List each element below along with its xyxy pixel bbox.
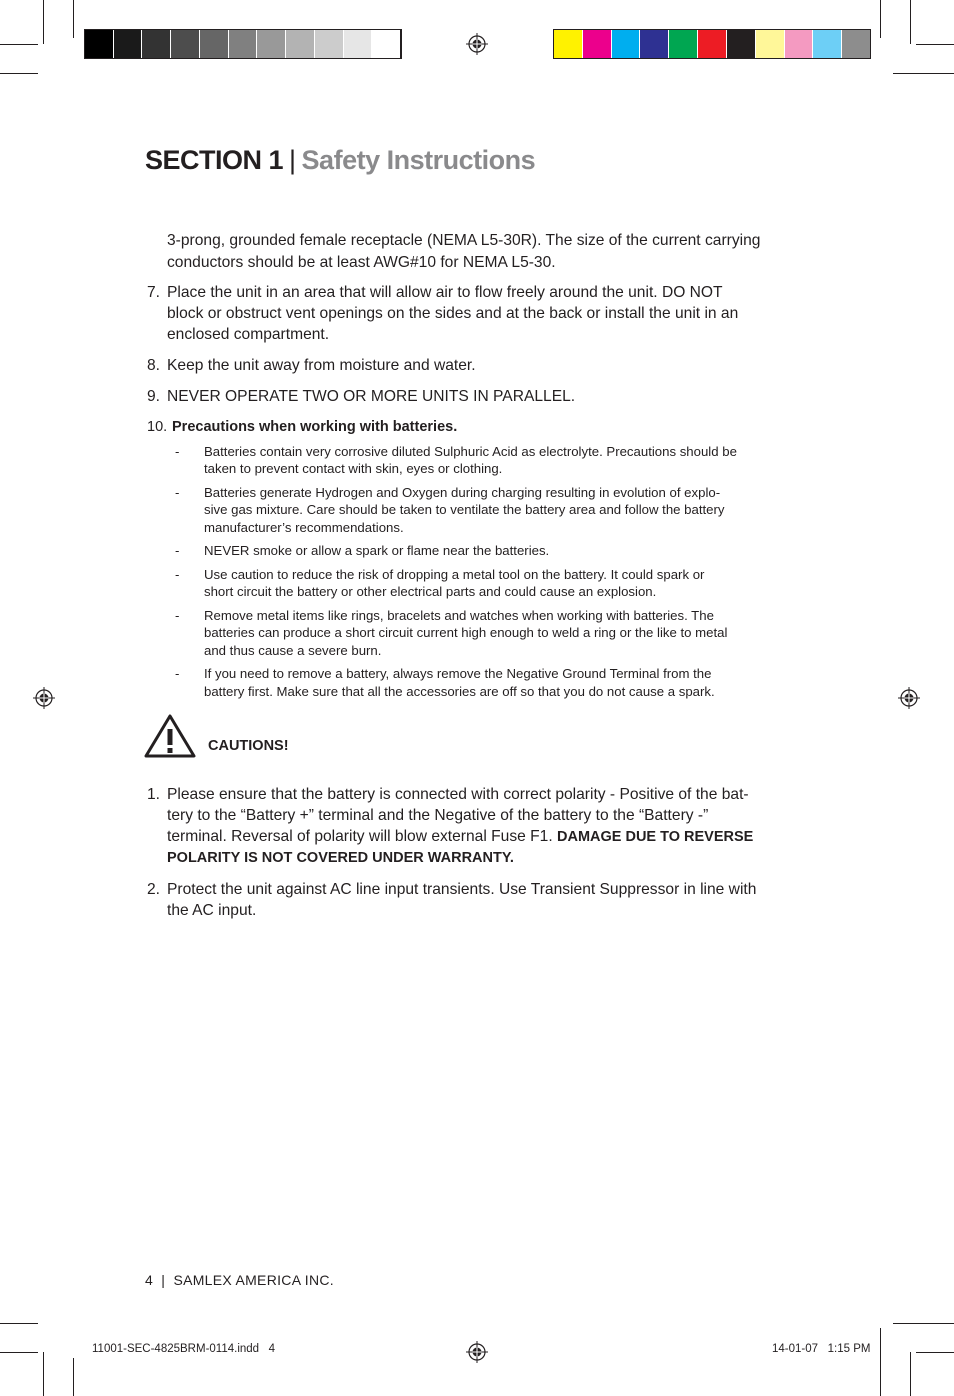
color-swatch (229, 30, 258, 58)
warning-triangle-icon (144, 713, 196, 759)
item-9-line: NEVER OPERATE TWO OR MORE UNITS IN PARALLEL. (167, 388, 576, 405)
bullet-line: Batteries generate Hydrogen and Oxygen during charging resulting in evolution of explo- (204, 485, 721, 500)
color-swatch (583, 30, 612, 58)
bullet-line: Remove metal items like rings, bracelets and watches when working with batteries. The (204, 608, 714, 623)
color-swatch (612, 30, 641, 58)
bullet-line: sive gas mixture. Care should be taken to ventilate the battery area and follow the battery (204, 502, 725, 517)
cautions-label: CAUTIONS! (208, 738, 289, 754)
color-swatch (842, 30, 870, 58)
color-swatch (142, 30, 171, 58)
color-swatch (286, 30, 315, 58)
item-number: 7. (147, 284, 161, 301)
item-number: 9. (147, 388, 161, 405)
color-swatch (727, 30, 756, 58)
bullet-line: and thus cause a severe burn. (204, 643, 382, 658)
color-swatch (171, 30, 200, 58)
caution-1-line: tery to the “Battery +” terminal and the Negative of the battery to the “Battery -” (167, 807, 709, 824)
color-swatch (554, 30, 583, 58)
footer-separator: | (161, 1272, 166, 1288)
page-number: 4 (145, 1272, 154, 1288)
crop-mark (893, 73, 954, 74)
registration-mark-icon (33, 687, 55, 709)
bullet-line: NEVER smoke or allow a spark or flame near the batteries. (204, 543, 550, 558)
caution-1-line (167, 826, 753, 849)
bullet-line: short circuit the battery or other electrical parts and could cause an explosion. (204, 584, 657, 599)
slug-timestamp: 14-01-07 1:15 PM (772, 1343, 871, 1355)
grayscale-color-bar (84, 29, 402, 59)
caution-number: 2. (147, 881, 161, 898)
crop-mark (0, 44, 38, 45)
section-number: SECTION 1 (145, 145, 284, 175)
item-7-line: Place the unit in an area that will allow air to flow freely around the unit. DO NOT (167, 284, 723, 301)
heading-separator: | (289, 145, 296, 175)
crop-mark (43, 1352, 44, 1396)
bullet-line: battery first. Make sure that all the accessories are off so that you do not cause a spark. (204, 684, 715, 699)
caution-1-bold-line: POLARITY IS NOT COVERED UNDER WARRANTY. (167, 850, 514, 866)
registration-mark-icon (898, 687, 920, 709)
bullet-line: manufacturer’s recommendations. (204, 520, 404, 535)
registration-mark-icon (466, 1341, 488, 1363)
caution-1-line: Please ensure that the battery is connected with correct polarity - Positive of the bat- (167, 786, 749, 803)
bullet-dash: - (175, 543, 180, 558)
color-swatch (114, 30, 143, 58)
color-swatch (698, 30, 727, 58)
section-heading (145, 145, 535, 176)
caution-2-line: Protect the unit against AC line input transients. Use Transient Suppressor in line with (167, 881, 757, 898)
process-color-bar (553, 29, 871, 59)
color-swatch (257, 30, 286, 58)
item-8-line: Keep the unit away from moisture and water. (167, 357, 476, 374)
crop-mark (73, 1358, 74, 1396)
crop-mark (0, 73, 38, 74)
caution-1-bold: DAMAGE DUE TO REVERSE (557, 829, 754, 845)
color-swatch (200, 30, 229, 58)
crop-mark (910, 1352, 911, 1396)
caution-2-line: the AC input. (167, 902, 257, 919)
color-swatch (640, 30, 669, 58)
crop-mark (0, 1352, 38, 1353)
crop-mark (916, 44, 954, 45)
bullet-line: Batteries contain very corrosive diluted Sulphuric Acid as electrolyte. Precautions should be (204, 444, 737, 459)
bullet-dash: - (175, 666, 180, 681)
bullet-dash: - (175, 567, 180, 582)
item-10-heading: Precautions when working with batteries. (172, 419, 458, 435)
crop-mark (880, 1328, 881, 1396)
color-swatch (669, 30, 698, 58)
color-swatch (344, 30, 373, 58)
company-name: SAMLEX AMERICA INC. (173, 1272, 334, 1288)
page-footer (145, 1272, 334, 1288)
item-7-line: block or obstruct vent openings on the sides and at the back or install the unit in an (167, 305, 739, 322)
registration-mark-icon (466, 33, 488, 55)
caution-1-text: terminal. Reversal of polarity will blow external Fuse F1. (167, 828, 557, 845)
caution-number: 1. (147, 786, 161, 803)
section-title: Safety Instructions (301, 145, 536, 175)
crop-mark (43, 0, 44, 44)
crop-mark (916, 1352, 954, 1353)
bullet-dash: - (175, 608, 180, 623)
bullet-dash: - (175, 444, 180, 459)
item-7-line: enclosed compartment. (167, 326, 330, 343)
crop-mark (893, 1323, 954, 1324)
color-swatch (785, 30, 814, 58)
item-number: 10. (147, 419, 168, 435)
bullet-line: If you need to remove a battery, always remove the Negative Ground Terminal from the (204, 666, 712, 681)
color-swatch (372, 30, 401, 58)
crop-mark (910, 0, 911, 44)
bullet-line: batteries can produce a short circuit current high enough to weld a ring or the like to metal (204, 625, 728, 640)
color-swatch (813, 30, 842, 58)
crop-mark (880, 0, 881, 38)
color-swatch (85, 30, 114, 58)
crop-mark (0, 1323, 38, 1324)
color-swatch (756, 30, 785, 58)
intro-line: 3-prong, grounded female receptacle (NEMA L5-30R). The size of the current carrying (167, 232, 761, 249)
bullet-line: taken to prevent contact with skin, eyes or clothing. (204, 461, 503, 476)
bullet-dash: - (175, 485, 180, 500)
item-number: 8. (147, 357, 161, 374)
crop-mark (73, 0, 74, 38)
slug-filename: 11001-SEC-4825BRM-0114.indd 4 (92, 1343, 276, 1355)
color-swatch (315, 30, 344, 58)
bullet-line: Use caution to reduce the risk of dropping a metal tool on the battery. It could spark or (204, 567, 705, 582)
intro-line: conductors should be at least AWG#10 for NEMA L5-30. (167, 254, 556, 271)
